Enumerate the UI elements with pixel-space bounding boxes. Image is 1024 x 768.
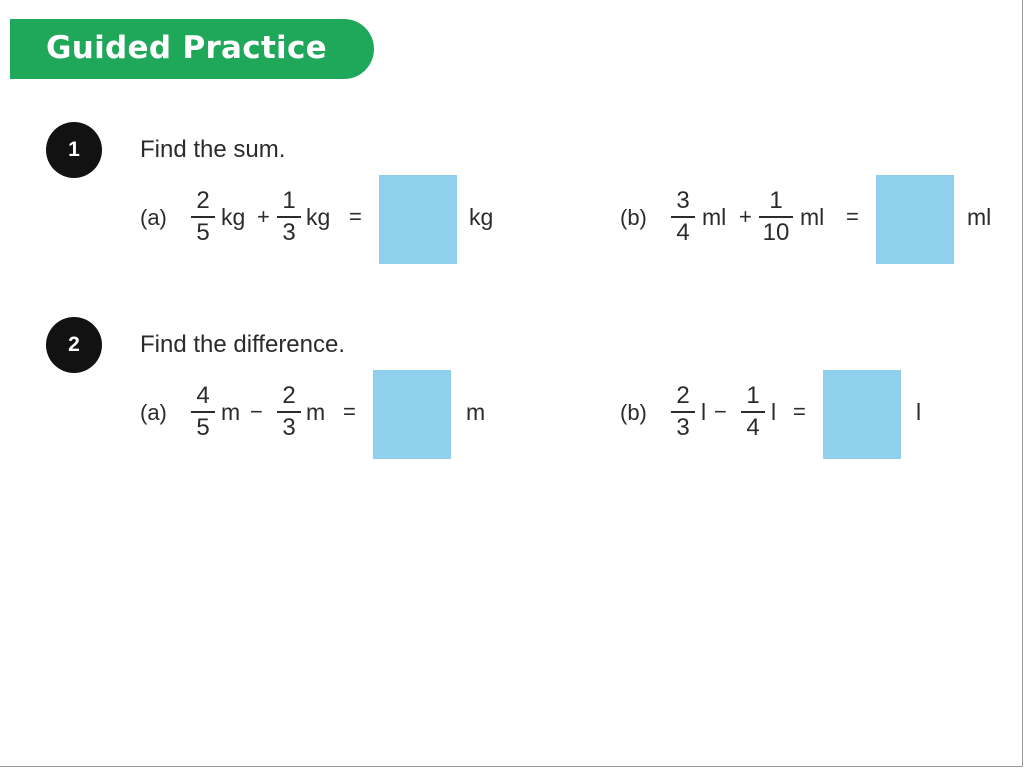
- q1b-unit-1: ml: [702, 204, 727, 230]
- q2a-fraction-2: [274, 383, 304, 441]
- q2a-fraction-1-numerator: 4: [196, 382, 210, 409]
- fraction-bar: [671, 216, 695, 218]
- q1b-fraction-1-numerator: 3: [676, 187, 690, 214]
- q2b-fraction-1-denominator: 3: [676, 414, 690, 441]
- q2b-fraction-2-denominator: 4: [746, 414, 760, 441]
- section-banner: [10, 19, 374, 79]
- q2b-fraction-2: [738, 383, 768, 441]
- fraction-bar: [277, 216, 301, 218]
- question-1-prompt: Find the sum.: [140, 136, 286, 163]
- question-1-number-badge: 1: [46, 122, 102, 178]
- q2b-fraction-1-numerator: 2: [676, 382, 690, 409]
- q1a-answer-unit: kg: [469, 204, 494, 230]
- q1a-fraction-2-denominator: 3: [282, 219, 296, 246]
- q2a-label: (a): [140, 400, 167, 425]
- fraction-bar: [191, 411, 215, 413]
- q2a-fraction-2-numerator: 2: [282, 382, 296, 409]
- question-2-number-badge: 2: [46, 317, 102, 373]
- q1a-operator: +: [257, 204, 270, 229]
- fraction-bar: [191, 216, 215, 218]
- q2b-answer-unit: l: [916, 399, 922, 425]
- fraction-bar: [741, 411, 765, 413]
- q2a-equals: =: [343, 399, 356, 424]
- q2a-unit-1: m: [221, 399, 241, 425]
- q2b-label: (b): [620, 400, 647, 425]
- q1a-equals: =: [349, 204, 362, 229]
- q2b-fraction-1: [668, 383, 698, 441]
- q1b-fraction-1: [668, 188, 698, 246]
- q2a-fraction-1-denominator: 5: [196, 414, 210, 441]
- q1b-label: (b): [620, 205, 647, 230]
- q1a-answer-box[interactable]: [379, 175, 457, 264]
- fraction-bar: [671, 411, 695, 413]
- q1b-unit-2: ml: [800, 204, 825, 230]
- q1b-operator: +: [739, 204, 752, 229]
- q1b-fraction-2-numerator: 1: [769, 187, 783, 214]
- q1b-answer-box[interactable]: [876, 175, 954, 264]
- q1a-fraction-1: [188, 188, 218, 246]
- q1b-answer-unit: ml: [967, 204, 992, 230]
- question-2-prompt: Find the difference.: [140, 331, 346, 358]
- q2b-unit-2: l: [771, 399, 777, 425]
- q1b-fraction-1-denominator: 4: [676, 219, 690, 246]
- q1a-fraction-1-numerator: 2: [196, 187, 210, 214]
- q2a-fraction-2-denominator: 3: [282, 414, 296, 441]
- q1a-unit-1: kg: [221, 204, 246, 230]
- section-title: Guided Practice: [46, 30, 327, 66]
- q2a-operator: −: [250, 399, 263, 424]
- q2a-fraction-1: [188, 383, 218, 441]
- q1a-label: (a): [140, 205, 167, 230]
- q1b-equals: =: [846, 204, 859, 229]
- q2a-answer-box[interactable]: [373, 370, 451, 459]
- q2b-equals: =: [793, 399, 806, 424]
- q1b-fraction-2-denominator: 10: [762, 219, 790, 246]
- q2b-fraction-2-numerator: 1: [746, 382, 760, 409]
- q1a-unit-2: kg: [306, 204, 331, 230]
- q1a-fraction-2: [274, 188, 304, 246]
- q1a-fraction-2-numerator: 1: [282, 187, 296, 214]
- q1a-fraction-1-denominator: 5: [196, 219, 210, 246]
- q2a-unit-2: m: [306, 399, 326, 425]
- q2b-answer-box[interactable]: [823, 370, 901, 459]
- q2b-operator: −: [714, 399, 727, 424]
- q2a-answer-unit: m: [466, 399, 486, 425]
- q1b-fraction-2: [756, 188, 796, 246]
- q2b-unit-1: l: [701, 399, 707, 425]
- fraction-bar: [277, 411, 301, 413]
- fraction-bar: [759, 216, 793, 218]
